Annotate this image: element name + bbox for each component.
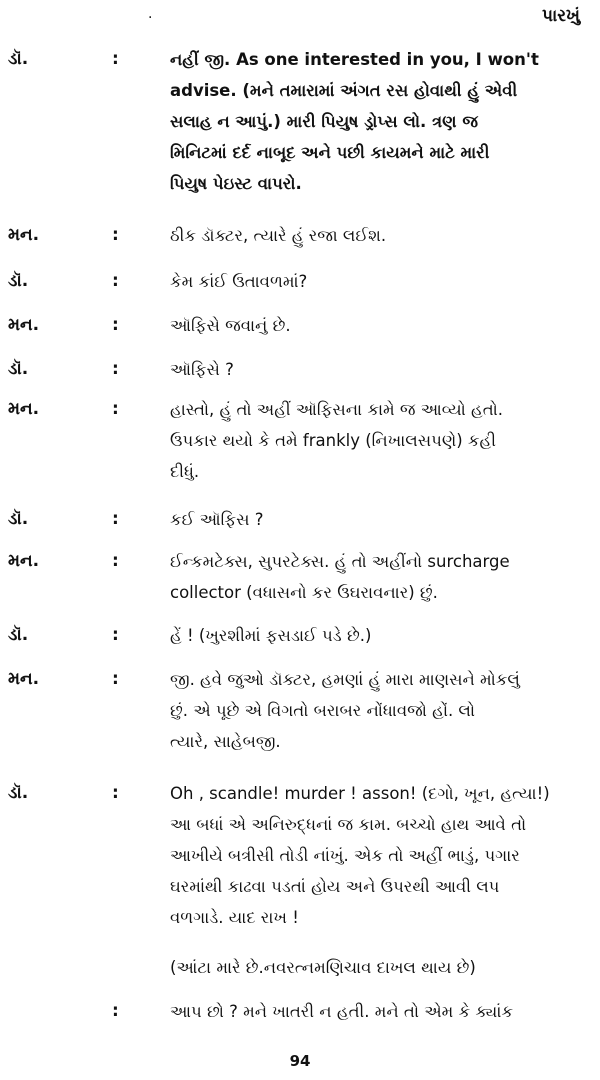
speaker-colon: :	[112, 1001, 119, 1021]
dialogue-text: હાસ્તો, હું તો અહીં ઑફિસના કામે જ આવ્યો હતો. ઉપકાર થયો કે તમે frankly (નિખાલસપણે) કહી દીધું.	[170, 400, 504, 481]
dialogue-text: Oh , scandle! murder ! asson! (દગો, ખૂન, હત્યા!) આ બધાં એ અનિરુદ્ધનાં જ કામ. બચ્ચો હાથ આવે તો આખીયે બત્રીસી તોડી નાંખું. એક તો અહીં ભાડું, પગાર ઘરમાંથી કાઢવા પડતાં હોય અને ઉપરથી આવી લપ વળગાડે. યાદ રાખ !	[170, 784, 550, 927]
speaker-label: મન.	[8, 315, 40, 335]
stage-direction: (આંટા મારે છે.નવરત્નમણિચાવ દાખલ થાય છે)	[170, 958, 476, 977]
dialogue-text: જી. હવે જુઓ ડૉક્ટર, હમણાં હું મારા માણસને મોકલું છું. એ પૂછે એ વિગતો બરાબર નોંધાવજો હોં. લો ત્યારે, સાહેબજી.	[170, 670, 520, 751]
speaker-colon: :	[112, 625, 119, 645]
speaker-label: ડૉ.	[8, 625, 29, 645]
dialogue-text: કઈ ઑફિસ ?	[170, 510, 264, 529]
speaker-label: મન.	[8, 225, 40, 245]
speaker-colon: :	[112, 225, 119, 245]
speaker-colon: :	[112, 669, 119, 689]
speaker-colon: :	[112, 509, 119, 529]
page-number: 94	[289, 1052, 311, 1070]
dialogue-text: ઑફિસે ?	[170, 360, 234, 379]
stray-dot: ·	[148, 10, 153, 26]
speaker-label: મન.	[8, 551, 40, 571]
speaker-label: મન.	[8, 399, 40, 419]
speaker-colon: :	[112, 315, 119, 335]
speaker-colon: :	[112, 399, 119, 419]
speaker-label: ડૉ.	[8, 783, 29, 803]
speaker-colon: :	[112, 271, 119, 291]
speaker-label: ડૉ.	[8, 49, 29, 69]
dialogue-text: નહીં જી. As one interested in you, I won't advise. (મને તમારામાં અંગત રસ હોવાથી હું એવી સલાહ ન આપું.) મારી પિયુષ ડ્રોપ્સ લો. ત્રણ જ મિનિટમાં દર્દ નાબૂદ અને પછી કાયમને માટે મારી પિયુષ પેઇસ્ટ વાપરો.	[170, 50, 539, 193]
dialogue-text: આપ છો ? મને ખાતરી ન હતી. મને તો એમ કે ક્યાંક	[170, 1002, 514, 1021]
dialogue-text: ઈન્કમટેક્સ, સુપરટેક્સ. હું તો અહીંનો surcharge collector (વધાસનો કર ઉઘરાવનાર) છું.	[170, 552, 510, 602]
dialogue-text: ઠીક ડૉક્ટર, ત્યારે હું રજા લઈશ.	[170, 226, 387, 245]
speaker-colon: :	[112, 783, 119, 803]
speaker-label: ડૉ.	[8, 271, 29, 291]
speaker-colon: :	[112, 49, 119, 69]
dialogue-text: હેં ! (ખુરશીમાં ફસડાઈ પડે છે.)	[170, 626, 372, 645]
speaker-label: ડૉ.	[8, 509, 29, 529]
speaker-colon: :	[112, 551, 119, 571]
speaker-label: ડૉ.	[8, 359, 29, 379]
dialogue-text: કેમ કાંઈ ઉતાવળમાં?	[170, 272, 308, 291]
speaker-colon: :	[112, 359, 119, 379]
speaker-label: મન.	[8, 669, 40, 689]
page-header-title: પારખું	[542, 6, 580, 26]
dialogue-text: ઑફિસે જવાનું છે.	[170, 316, 291, 335]
